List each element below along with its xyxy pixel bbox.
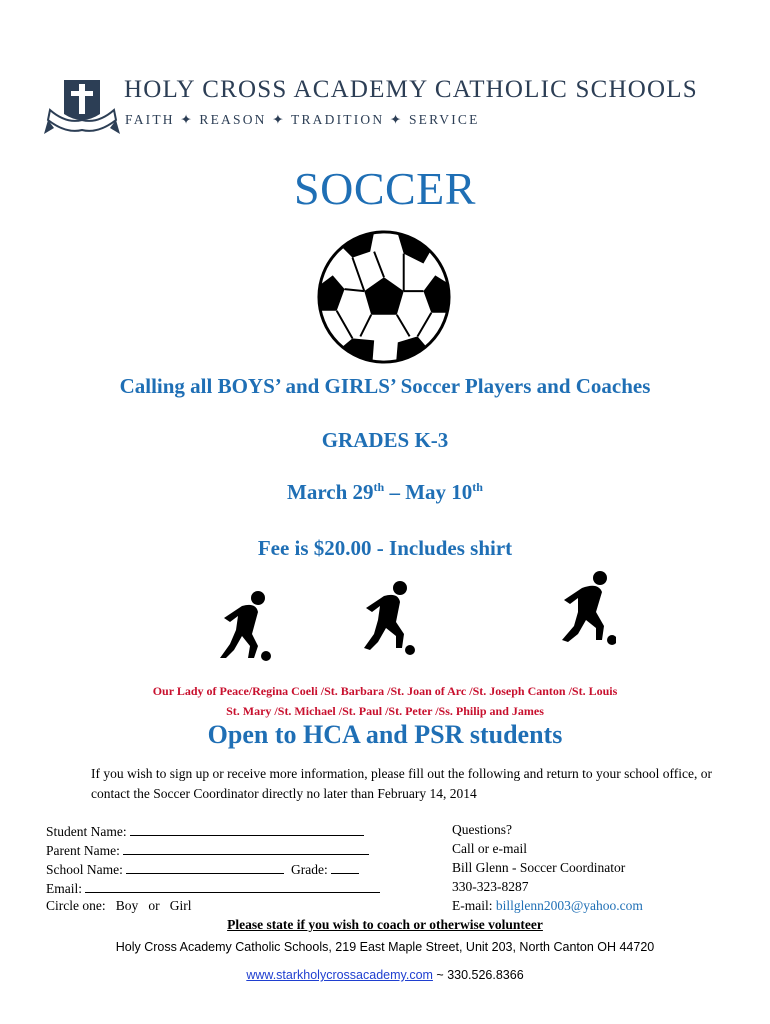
start-date-suffix: th [373,480,385,494]
school-name-label: School Name: [46,862,123,877]
email-label: Email: [46,881,82,896]
parent-name-blank[interactable] [123,841,369,855]
calling-headline: Calling all BOYS’ and GIRLS’ Soccer Players and Coaches [119,374,651,398]
gender-options[interactable]: Boy or Girl [115,898,192,913]
school-name: HOLY CROSS ACADEMY CATHOLIC SCHOOLS [124,76,698,103]
start-date: March 29 [287,480,374,504]
school-name-blank[interactable] [126,860,284,874]
parent-name-label: Parent Name: [46,843,120,858]
coordinator-email-row [452,898,643,914]
end-date: May 10 [405,480,473,504]
open-to-heading: Open to HCA and PSR students [207,720,563,749]
soccer-player-icon [356,578,416,658]
gender-choice[interactable] [46,898,191,914]
footer-phone: ~ 330.526.8366 [432,968,524,982]
parish-list-line-2: St. Mary /St. Michael /St. Paul /St. Peter /Ss. Philip and James [226,704,544,718]
website-link[interactable]: www.starkholycrossacademy.com [246,968,433,982]
footer-contact [0,968,770,982]
grade-label: Grade: [291,862,328,877]
questions-label: Questions? [452,822,512,837]
date-separator: – [384,480,406,504]
end-date-suffix: th [472,480,483,494]
email-field[interactable] [46,879,380,897]
soccer-player-icon [556,568,616,648]
school-motto: FAITH ✦ REASON ✦ TRADITION ✦ SERVICE [125,112,480,127]
call-or-email-label: Call or e-mail [452,841,527,856]
school-logo-icon [44,74,120,144]
coordinator-email-link[interactable]: billglenn2003@yahoo.com [495,898,643,913]
school-name-field[interactable] [46,860,359,878]
student-name-field[interactable] [46,822,364,840]
footer-address: Holy Cross Academy Catholic Schools, 219 East Maple Street, Unit 203, North Canton OH 44720 [115,940,655,954]
page-title: SOCCER [294,163,476,214]
soccer-ball-icon [315,228,453,366]
circle-one-label: Circle one: [46,898,106,913]
fee-line: Fee is $20.00 - Includes shirt [257,536,513,560]
info-paragraph: If you wish to sign up or receive more information, please fill out the following and return to your school office, or contact the Soccer Coordinator directly no later than February 14, 2014 [91,766,712,801]
grades-line: GRADES K-3 [321,428,449,452]
parent-name-field[interactable] [46,841,369,859]
coordinator-phone: 330-323-8287 [452,879,529,894]
student-name-label: Student Name: [46,824,127,839]
student-name-blank[interactable] [130,822,364,836]
volunteer-note: Please state if you wish to coach or otherwise volunteer [227,917,543,932]
season-dates [0,480,770,505]
soccer-player-icon [212,588,272,668]
parish-list-line-1: Our Lady of Peace/Regina Coeli /St. Barbara /St. Joan of Arc /St. Joseph Canton /St. Louis [152,684,618,698]
email-prefix: E-mail: [452,898,496,913]
coordinator-name: Bill Glenn - Soccer Coordinator [452,860,626,875]
email-blank[interactable] [85,879,380,893]
grade-blank[interactable] [331,860,359,874]
